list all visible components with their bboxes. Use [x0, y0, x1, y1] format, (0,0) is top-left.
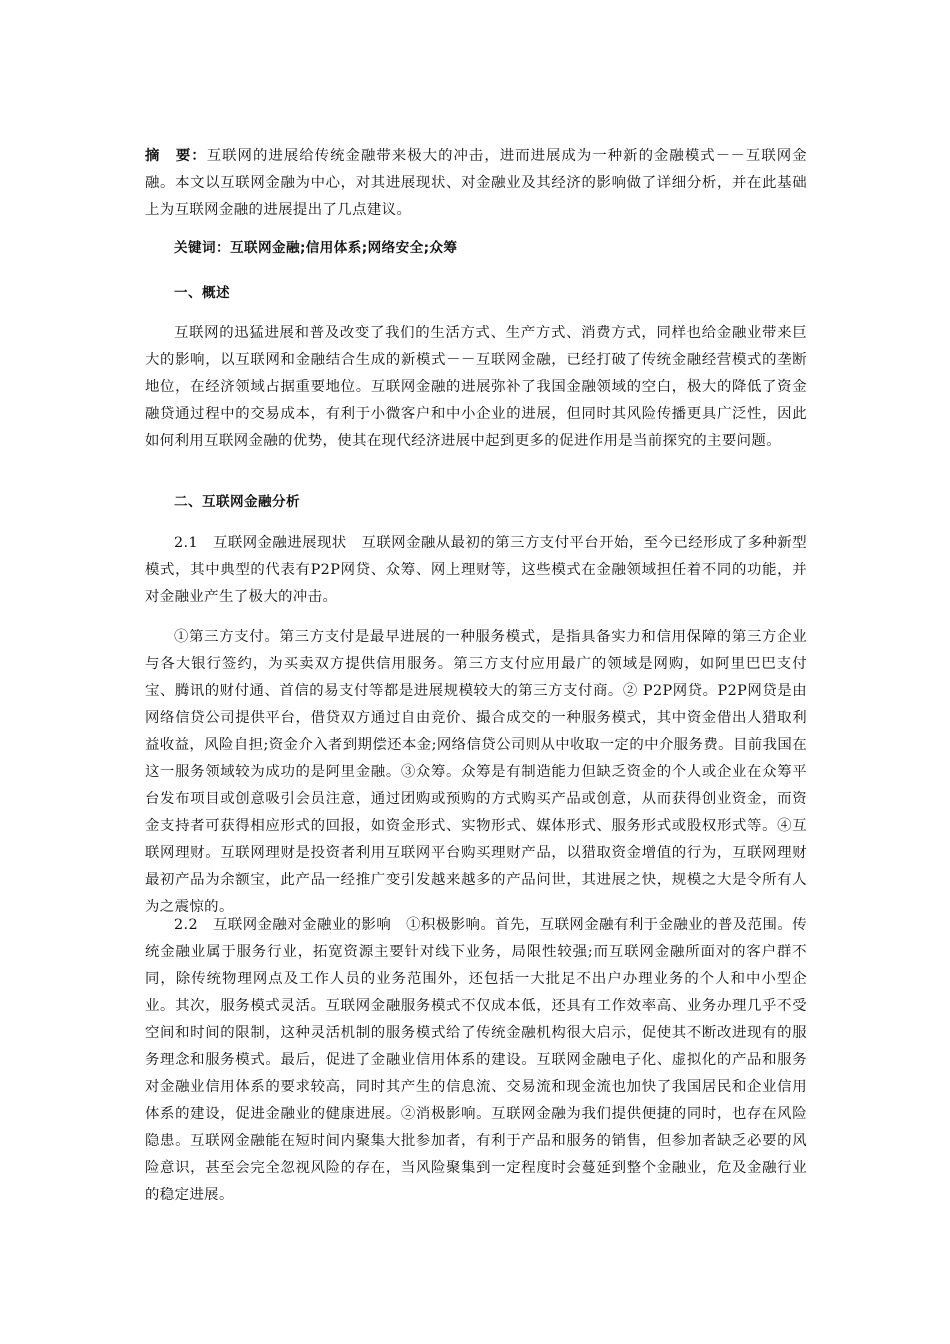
abstract [145, 143, 807, 224]
section-heading-analysis: 二、互联网金融分析 [174, 494, 300, 510]
section-heading-overview: 一、概述 [174, 285, 230, 301]
paragraph-2-1: 2.1 互联网金融进展现状 互联网金融从最初的第三方支付平台开始，至今已经形成了多种新型模式，其中典型的代表有P2P网贷、众筹、网上理财等，这些模式在金融领域担任着不同的功能，并对金融业产生了极大的冲击。 [145, 535, 807, 605]
paragraph-2-2: 2.2 互联网金融对金融业的影响 ①积极影响。首先，互联网金融有利于金融业的普及范围。传统金融业属于服务行业，拓宽资源主要针对线下业务，局限性较强;而互联网金融所面对的客户群不同，除传统物理网点及工作人员的业务范围外，还包括一大批足不出户办理业务的个人和中小型企业。其次，服务模式灵活。互联网金融服务模式不仅成本低，还具有工作效率高、业务办理几乎不受空间和时间的限制，这种灵活机制的服务模式给了传统金融机构很大启示，促使其不断改进现有的服务理念和服务模式。最后，促进了金融业信用体系的建设。互联网金融电子化、虚拟化的产品和服务对金融业信用体系的要求较高，同时其产生的信息流、交易流和现金流也加快了我国居民和企业信用体系的建设，促进金融业的健康进展。②消极影响。互联网金融为我们提供便捷的同时，也存在风险隐患。互联网金融能在短时间内聚集大批参加者，有利于产品和服务的销售，但参加者缺乏必要的风险意识，甚至会完全忽视风险的存在，当风险聚集到一定程度时会蔓延到整个金融业，危及金融行业的稳定进展。 [145, 917, 807, 1203]
keywords: 关键词：互联网金融;信用体系;网络安全;众筹 [174, 240, 458, 256]
abstract-text: 互联网的进展给传统金融带来极大的冲击，进而进展成为一种新的金融模式－－互联网金融。本文以互联网金融为中心，对其进展现状、对金融业及其经济的影响做了详细分析，并在此基础上为互联网金融的进展提出了几点建议。 [145, 148, 807, 218]
paragraph-modes: ①第三方支付。第三方支付是最早进展的一种服务模式，是指具备实力和信用保障的第三方企业与各大银行签约，为买卖双方提供信用服务。第三方支付应用最广的领域是网购，如阿里巴巴支付宝、腾讯的财付通、首信的易支付等都是进展规模较大的第三方支付商。② P2P网贷。P2P网贷是由网络信贷公司提供平台，借贷双方通过自由竞价、撮合成交的一种服务模式，其中资金借出人猎取利益收益，风险自担;资金介入者到期偿还本金;网络信贷公司则从中收取一定的中介服务费。目前我国在这一服务领域较为成功的是阿里金融。③众筹。众筹是有制造能力但缺乏资金的个人或企业在众筹平台发布项目或创意吸引会员注意，通过团购或预购的方式购买产品或创意，从而获得创业资金，而资金支持者可获得相应形式的回报，如资金形式、实物形式、媒体形式、服务形式或股权形式等。④互联网理财。互联网理财是投资者利用互联网平台购买理财产品，以猎取资金增值的行为，互联网理财最初产品为余额宝，此产品一经推广变引发越来越多的产品问世，其进展之快，规模之大是令所有人为之震惊的。 [145, 629, 807, 915]
abstract-label: 摘 要： [145, 148, 207, 164]
paragraph-overview: 互联网的迅猛进展和普及改变了我们的生活方式、生产方式、消费方式，同样也给金融业带来巨大的影响，以互联网和金融结合生成的新模式－－互联网金融，已经打破了传统金融经营模式的垄断地位，在经济领域占据重要地位。互联网金融的进展弥补了我国金融领域的空白，极大的降低了资金融贷通过程中的交易成本，有利于小微客户和中小企业的进展，但同时其风险传播更具广泛性，因此如何利用互联网金融的优势，使其在现代经济进展中起到更多的促进作用是当前探究的主要问题。 [145, 325, 807, 449]
